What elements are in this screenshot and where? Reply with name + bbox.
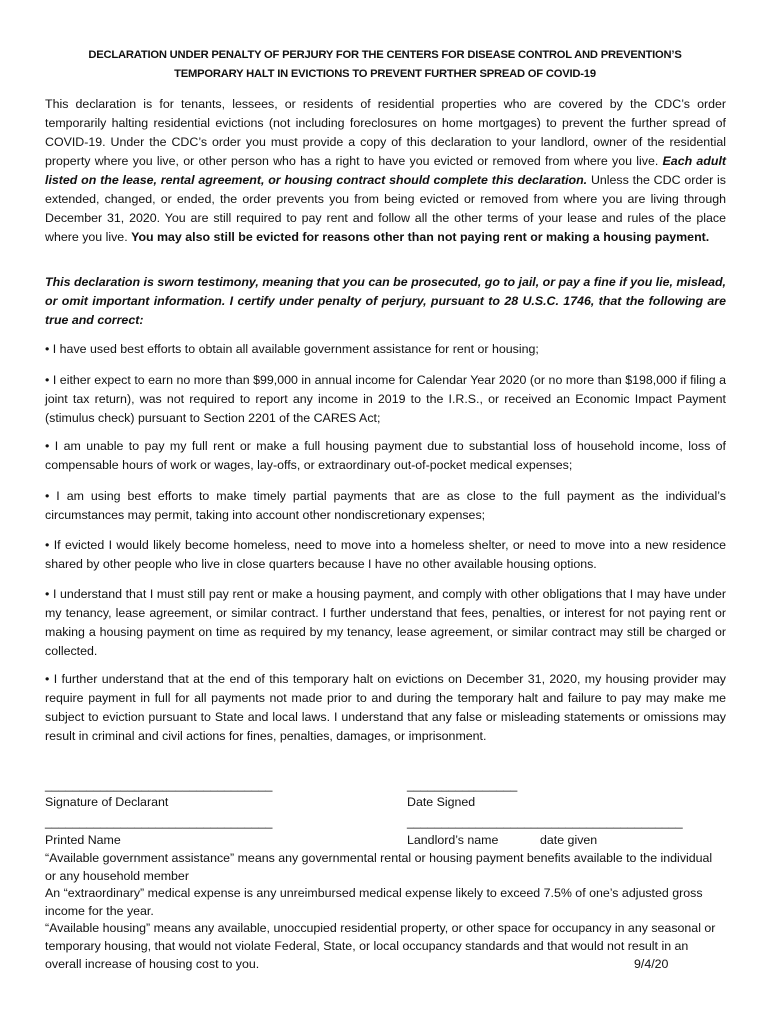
bullet-item: • I understand that I must still pay rent or make a housing payment, and comply with other obligations that I may have under my tenancy, lease agreement, or similar contract. I further understand that fees, penalties, or interest for not paying rent or making a housing payment on time as required by my tenancy, lease agreement, or similar contract may still be charged or collected.	[45, 587, 726, 658]
bullet-item: • I am unable to pay my full rent or make a full housing payment due to substantial loss of household income, loss of compensable hours of work or wages, lay-offs, or extraordinary out-of-pocket medical expenses;	[45, 439, 726, 472]
definition-assistance: “Available government assistance” means any governmental rental or housing payment benefits available to the individual or any household member	[45, 851, 713, 883]
page-title	[40, 46, 730, 84]
bullet-item: • I further understand that at the end of this temporary halt on evictions on December 31, 2020, my housing provider may require payment in full for all payments not made prior to and during the temporary halt and failure to pay may make me subject to eviction pursuant to State and local laws. I understand that any false or misleading statements or omissions may result in criminal and civil actions for fines, penalties, damages, or imprisonment.	[45, 672, 726, 743]
sworn-statement: This declaration is sworn testimony, meaning that you can be prosecuted, go to jail, or pay a fine if you lie, mislead, or omit important information. I certify under penalty of perjury, pursuant to 28 U.S.C. 1746, that the following are true and correct:	[45, 275, 726, 327]
document-date: 9/4/20	[634, 957, 669, 971]
bullet-item: • I have used best efforts to obtain all available government assistance for rent or housing;	[45, 342, 539, 356]
signature-line: _________________________________	[45, 778, 273, 792]
intro-paragraph	[45, 95, 726, 247]
intro-text-emphasis: Each adult listed on the lease, rental agreement, or housing contract should complete this declaration.	[45, 154, 727, 187]
landlord-name-label: Landlord’s name	[407, 833, 499, 847]
printed-name-label: Printed Name	[45, 833, 121, 847]
title-line-2: TEMPORARY HALT IN EVICTIONS TO PREVENT FURTHER SPREAD OF COVID-19	[174, 68, 596, 80]
date-signed-label: Date Signed	[407, 795, 476, 809]
signature-label: Signature of Declarant	[45, 795, 169, 809]
bullet-item: • I am using best efforts to make timely partial payments that are as close to the full payment as the individual’s circumstances may permit, taking into account other nondiscretionary expenses;	[45, 489, 726, 522]
date-given-label: date given	[540, 833, 598, 847]
bullet-item: • I either expect to earn no more than $99,000 in annual income for Calendar Year 2020 (or no more than $198,000 if filing a joint tax return), was not required to report any income in 2019 to the I.R.S., or received an Economic Impact Payment (stimulus check) pursuant to Section 2201 of the CARES Act;	[45, 373, 726, 425]
title-line-1: DECLARATION UNDER PENALTY OF PERJURY FOR THE CENTERS FOR DISEASE CONTROL AND PREVENTION’S	[88, 49, 682, 61]
intro-text-a: This declaration is for tenants, lessees, or residents of residential properties who are covered by the CDC’s order temporarily halting residential evictions (not including foreclosures on home mortgages) to prevent the further spread of COVID-19. Under the CDC’s order you must provide a copy of this declaration to your landlord, owner of the residential property where you live, or other person who has a right to have you evicted or removed from where you live.	[45, 97, 726, 168]
bullet-item: • If evicted I would likely become homeless, need to move into a homeless shelter, or need to move into a new residence shared by other people who live in close quarters because I have no other available housing options.	[45, 538, 726, 571]
definition-housing: “Available housing” means any available, unoccupied residential property, or other space for occupancy in any seasonal or temporary housing, that would not violate Federal, State, or local occupancy standards and that would not result in an overall increase of housing cost to you.	[45, 921, 716, 971]
intro-text-bold: You may also still be evicted for reasons other than not paying rent or making a housing payment.	[131, 230, 710, 244]
date-signed-line: ________________	[407, 778, 518, 792]
printed-name-line: _________________________________	[45, 815, 273, 829]
intro-text-c: Unless the CDC order is extended, changed, or ended, the order prevents you from being evicted or removed from where you are living through December 31, 2020. You are still required to pay rent and follow all the other terms of your lease and rules of the place where you live.	[45, 173, 727, 244]
landlord-line: ________________________________________	[407, 815, 683, 829]
definition-medical: An “extraordinary” medical expense is any unreimbursed medical expense likely to exceed 7.5% of one’s adjusted gross income for the year.	[45, 886, 703, 918]
